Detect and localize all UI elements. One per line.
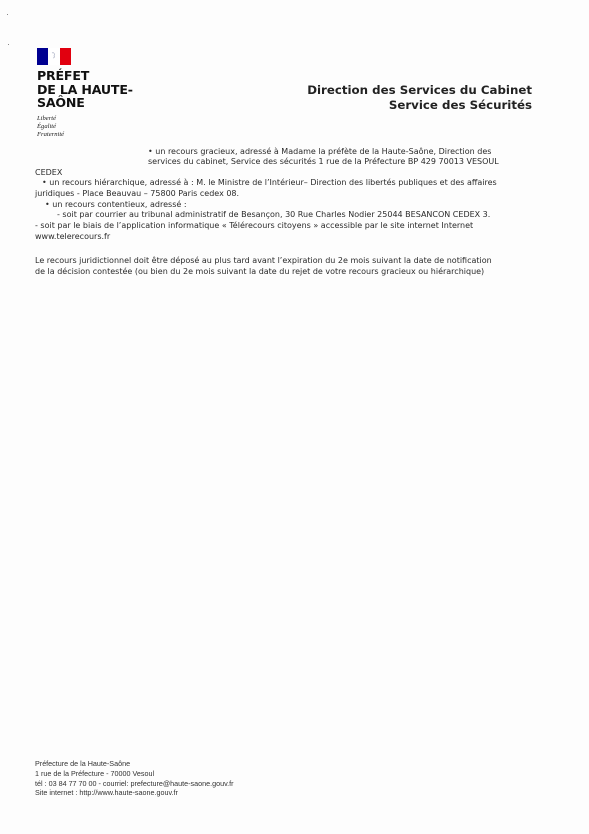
delai-paragraph-line: Le recours juridictionnel doit être déposé au plus tard avant l’expiration du 2e mois suivant la date de notification	[35, 256, 492, 265]
prefecture-footer	[35, 759, 234, 798]
footer-line: tél : 03 84 77 70 00 - courriel: prefecture@haute-saone.gouv.fr	[35, 778, 234, 788]
prefet-title	[37, 69, 133, 110]
recours-gracieux-line: CEDEX	[35, 168, 63, 177]
recours-hierarchique-line: • un recours hiérarchique, adressé à : M. le Ministre de l’Intérieur– Direction des libertés publiques et des affaires	[42, 178, 497, 187]
motto-line: Liberté	[37, 114, 57, 122]
footer-line: 1 rue de la Préfecture - 70000 Vesoul	[35, 768, 155, 778]
marianne-icon	[46, 49, 60, 64]
prefet-title-line: PRÉFET	[37, 68, 90, 83]
footer-line: Préfecture de la Haute-Saône	[35, 759, 131, 768]
recours-gracieux-line: services du cabinet, Service des sécurités 1 rue de la Préfecture BP 429 70013 VESOUL	[148, 157, 499, 166]
recours-contentieux-line: • un recours contentieux, adressé :	[45, 200, 187, 209]
scan-speck	[7, 14, 8, 15]
republic-flag-icon	[37, 48, 71, 65]
prefet-title-line: DE LA HAUTE-	[37, 81, 133, 97]
recours-contentieux-line: - soit par le biais de l’application informatique « Télérecours citoyens » accessible par le site internet Internet	[35, 221, 474, 230]
motto-line: Égalité	[37, 122, 57, 130]
service-heading-line: Service des Sécurités	[388, 98, 532, 112]
service-heading-line: Direction des Services du Cabinet	[307, 83, 532, 97]
prefet-title-line: SAÔNE	[37, 95, 85, 111]
republic-motto	[37, 115, 133, 139]
motto-line: Fraternité	[37, 130, 65, 138]
recours-gracieux-line: • un recours gracieux, adressé à Madame la préfète de la Haute-Saône, Direction des	[148, 147, 492, 156]
recours-hierarchique-line: juridiques - Place Beauvau – 75800 Paris cedex 08.	[35, 189, 240, 198]
scan-speck	[8, 44, 9, 45]
delai-paragraph-line: de la décision contestée (ou bien du 2e mois suivant la date du rejet de votre recours gracieux ou hiérarchique)	[35, 267, 485, 276]
telerecours-link: www.telerecours.fr	[35, 232, 111, 241]
service-heading	[307, 83, 532, 113]
footer-line: Site internet : http://www.haute-saone.gouv.fr	[35, 788, 178, 798]
recours-contentieux-line: - soit par courrier au tribunal administratif de Besançon, 30 Rue Charles Nodier 25044 BESANCON CEDEX 3.	[57, 210, 491, 219]
prefet-logo	[37, 48, 133, 139]
